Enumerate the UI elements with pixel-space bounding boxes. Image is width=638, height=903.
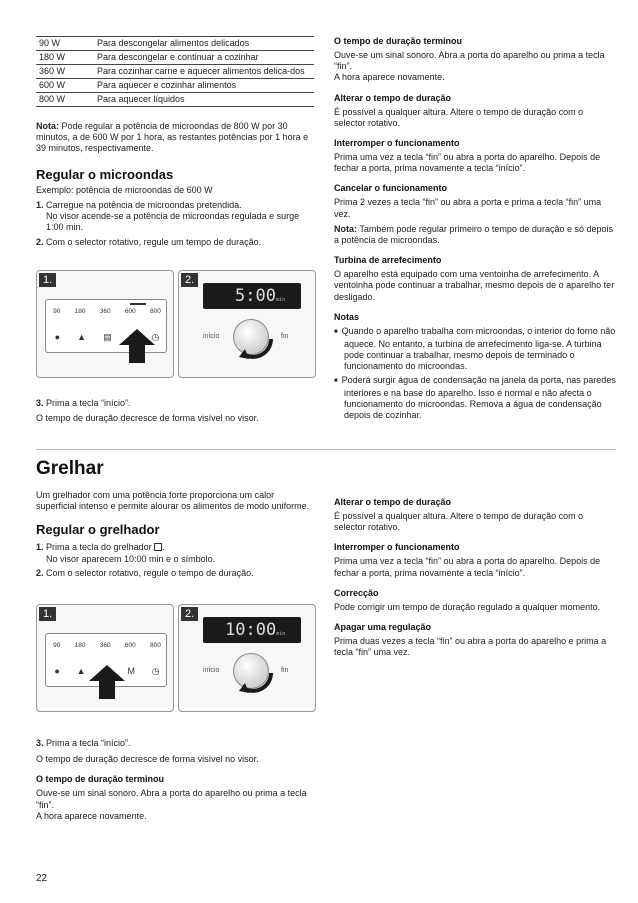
table-cell: Para descongelar e continuar a cozinhar xyxy=(94,51,314,65)
watt-800-button[interactable]: 800 xyxy=(150,308,161,315)
watt-600-button[interactable]: 600 xyxy=(124,642,136,649)
watt-buttons xyxy=(46,642,168,649)
section-heading: O tempo de duração terminou xyxy=(36,774,165,785)
page-number: 22 xyxy=(36,873,48,884)
arrow-pointer-icon xyxy=(87,665,127,701)
step-detail: O tempo de duração decresce de forma visível no visor. xyxy=(36,754,259,765)
step-text: Prima a tecla “início”. xyxy=(46,398,131,408)
clock-icon[interactable]: ◷ xyxy=(151,332,160,342)
section-heading: Correcção xyxy=(334,587,379,598)
panel-badge: 2. xyxy=(181,273,198,287)
paragraph: A hora aparece novamente. xyxy=(334,72,445,83)
table-cell: 600 W xyxy=(36,79,94,93)
microwave-step-3-block xyxy=(36,398,314,424)
watt-360-button[interactable]: 360 xyxy=(99,642,111,649)
table-cell: Para aquecer líquidos xyxy=(94,93,314,107)
watt-buttons xyxy=(46,308,168,315)
section-heading: Apagar uma regulação xyxy=(334,622,432,633)
step-text: Com o selector rotativo, regule um tempo de duração. xyxy=(46,237,262,248)
panel-badge: 1. xyxy=(39,273,56,287)
left-column-microwave xyxy=(36,36,314,249)
start-button[interactable]: início xyxy=(203,667,220,674)
step-number: 2. xyxy=(36,567,44,578)
grill-page-heading: Grelhar xyxy=(36,458,104,479)
weight-icon[interactable]: ▲ xyxy=(76,666,86,676)
grill-key-icon xyxy=(154,543,162,551)
microwave-panel-2 xyxy=(178,270,316,378)
table-row xyxy=(36,93,314,107)
microwave-panel-1 xyxy=(36,270,174,378)
list-item: ■ Quando o aparelho trabalha com microondas, o interior do forno não aquece. No entanto, a turbina de arrefecimento liga-se. A turbina pode continuar a trabalhar, mesmo depois de terminado o funcionamento do microondas. xyxy=(334,326,616,373)
watt-180-button[interactable]: 180 xyxy=(74,642,86,649)
table-cell: 360 W xyxy=(36,65,94,79)
step-number: 3. xyxy=(36,398,44,408)
grill-intro: Um grelhador com uma potência forte proporciona um calor superficial intenso e permite alourar os alimentos de modo uniforme. xyxy=(36,490,310,512)
paragraph: É possível a qualquer altura. Altere o tempo de duração com o selector rotativo. xyxy=(334,511,584,533)
section-heading: O tempo de duração terminou xyxy=(334,36,463,46)
step-number: 1. xyxy=(36,542,44,553)
right-column-grill xyxy=(334,497,616,658)
section-heading: Alterar o tempo de duração xyxy=(334,497,452,507)
note-label: Nota: xyxy=(36,121,59,131)
paragraph: Prima uma vez a tecla “fin” ou abra a porta do aparelho. Depois de fechar a porta, prima novamente a tecla “início”. xyxy=(334,556,601,578)
note-text: Também pode regular primeiro o tempo de duração e só depois a potência de microondas. xyxy=(334,223,613,246)
defrost-icon[interactable]: ● xyxy=(54,332,61,342)
grill-step-1: 1. Prima a tecla do grelhador . No visor aparecem 10:00 min e o símbolo. xyxy=(36,542,314,564)
rotate-arrow-icon xyxy=(231,317,275,361)
table-cell: 180 W xyxy=(36,51,94,65)
rotate-arrow-icon xyxy=(231,651,275,695)
watt-180-button[interactable]: 180 xyxy=(74,308,86,315)
microwave-example: Exemplo: potência de microondas de 600 W xyxy=(36,184,213,195)
step-number: 3. xyxy=(36,738,44,748)
section-heading: Alterar o tempo de duração xyxy=(334,92,452,103)
step-detail: No visor aparecem 10:00 min e o símbolo. xyxy=(46,553,216,564)
note-text: Pode regular a potência de microondas de 800 W por 30 minutos, a de 600 W por 1 hora, as restantes potências por 1 hora e 39 minutos, respectivamente. xyxy=(36,121,309,154)
grill-panel-1 xyxy=(36,604,174,712)
section-heading: Cancelar o funcionamento xyxy=(334,183,448,194)
stop-button[interactable]: fin xyxy=(281,333,289,340)
step-text: Prima a tecla “início”. xyxy=(46,738,131,748)
watt-600-button[interactable]: 600 xyxy=(124,308,136,315)
section-heading: Turbina de arrefecimento xyxy=(334,255,442,266)
display-unit: min xyxy=(276,631,286,637)
table-row xyxy=(36,65,314,79)
display-time: 5:00 xyxy=(235,286,276,306)
paragraph: Ouve-se um sinal sonoro. Abra a porta do aparelho ou prima a tecla “fin”. xyxy=(36,788,307,810)
panel-badge: 2. xyxy=(181,607,198,621)
arrow-pointer-icon xyxy=(117,329,157,365)
table-row xyxy=(36,51,314,65)
table-cell: Para descongelar alimentos delicados xyxy=(94,37,314,51)
watt-360-button[interactable]: 360 xyxy=(99,308,111,315)
section-heading: Notas xyxy=(334,311,360,322)
grill-heading: Regular o grelhador xyxy=(36,522,160,538)
defrost-icon[interactable]: ● xyxy=(54,666,60,676)
step-text: Prima a tecla do grelhador xyxy=(46,542,152,553)
table-cell: 90 W xyxy=(36,37,94,51)
section-heading: Interromper o funcionamento xyxy=(334,138,460,149)
list-item: ■ Poderá surgir água de condensação na janela da porta, nas paredes interiores e na base do aparelho. Isso é normal e não afecta o funcionamento do microondas. Remova a água de condensação depois de cozinhar. xyxy=(334,375,616,422)
paragraph: Pode corrigir um tempo de duração regulado a qualquer momento. xyxy=(334,601,601,612)
paragraph: O aparelho está equipado com uma ventoinha de arrefecimento. A ventoinha pode continuar a trabalhar, mesmo depois de o aparelho ter desligado. xyxy=(334,269,615,302)
table-cell: 800 W xyxy=(36,93,94,107)
panel-badge: 1. xyxy=(39,607,56,621)
microwave-step-1 xyxy=(36,200,314,234)
timer-display xyxy=(203,617,301,643)
grill-step-2 xyxy=(36,568,314,579)
paragraph: Prima 2 vezes a tecla “fin” ou abra a porta e prima a tecla “fin” uma vez. xyxy=(334,197,602,219)
table-row xyxy=(36,79,314,93)
grill-panel-2 xyxy=(178,604,316,712)
power-table xyxy=(36,36,314,107)
display-unit: min xyxy=(275,297,285,303)
grill-step-3 xyxy=(36,738,314,749)
step-detail: No visor acende-se a potência de microondas regulada e surge 1:00 min. xyxy=(46,211,300,233)
step-detail: O tempo de duração decresce de forma visível no visor. xyxy=(36,413,259,424)
timer-display xyxy=(203,283,301,309)
paragraph: Prima duas vezes a tecla “fin” ou abra a porta do aparelho e prima a tecla “fin” uma vez. xyxy=(334,636,607,658)
step-text: Carregue na potência de microondas pretendida. xyxy=(46,199,242,210)
grill-icon[interactable]: ▤ xyxy=(103,332,112,342)
note-label: Nota: xyxy=(334,223,357,234)
section-heading: Interromper o funcionamento xyxy=(334,542,460,553)
right-column-microwave xyxy=(334,36,616,421)
weight-icon[interactable]: ▲ xyxy=(77,332,87,342)
grill-step-3-block xyxy=(36,738,314,822)
note-paragraph xyxy=(36,121,314,155)
watt-800-button[interactable]: 800 xyxy=(150,642,161,649)
microwave-step-2 xyxy=(36,237,314,248)
stop-button[interactable]: fin xyxy=(281,667,289,674)
step-number: 1. xyxy=(36,199,44,210)
table-cell: Para aquecer e cozinhar alimentos xyxy=(94,79,314,93)
memory-icon[interactable]: M xyxy=(127,666,135,676)
watt-90-button[interactable]: 90 xyxy=(53,308,61,315)
display-time: 10:00 xyxy=(225,620,277,640)
left-column-grill xyxy=(36,458,314,579)
table-cell: Para cozinhar carne e aquecer alimentos delica-dos xyxy=(94,65,314,79)
start-button[interactable]: início xyxy=(203,333,220,340)
microwave-heading: Regular o microondas xyxy=(36,166,174,182)
microwave-step-3 xyxy=(36,398,314,409)
clock-icon[interactable]: ◷ xyxy=(151,666,160,676)
section-divider xyxy=(36,449,616,450)
paragraph: A hora aparece novamente. xyxy=(36,810,147,821)
paragraph: Ouve-se um sinal sonoro. Abra a porta do aparelho ou prima a tecla “fin”. xyxy=(334,50,605,72)
table-row xyxy=(36,37,314,51)
step-number: 2. xyxy=(36,237,44,248)
paragraph: Prima uma vez a tecla “fin” ou abra a porta do aparelho. Depois de fechar a porta, prima novamente a tecla “início”. xyxy=(334,152,601,174)
step-text: Com o selector rotativo, regule o tempo de duração. xyxy=(46,567,254,578)
watt-90-button[interactable]: 90 xyxy=(53,642,61,649)
note-paragraph xyxy=(334,224,616,246)
selected-indicator xyxy=(130,303,146,305)
paragraph: É possível a qualquer altura. Altere o tempo de duração com o selector rotativo. xyxy=(334,106,584,128)
